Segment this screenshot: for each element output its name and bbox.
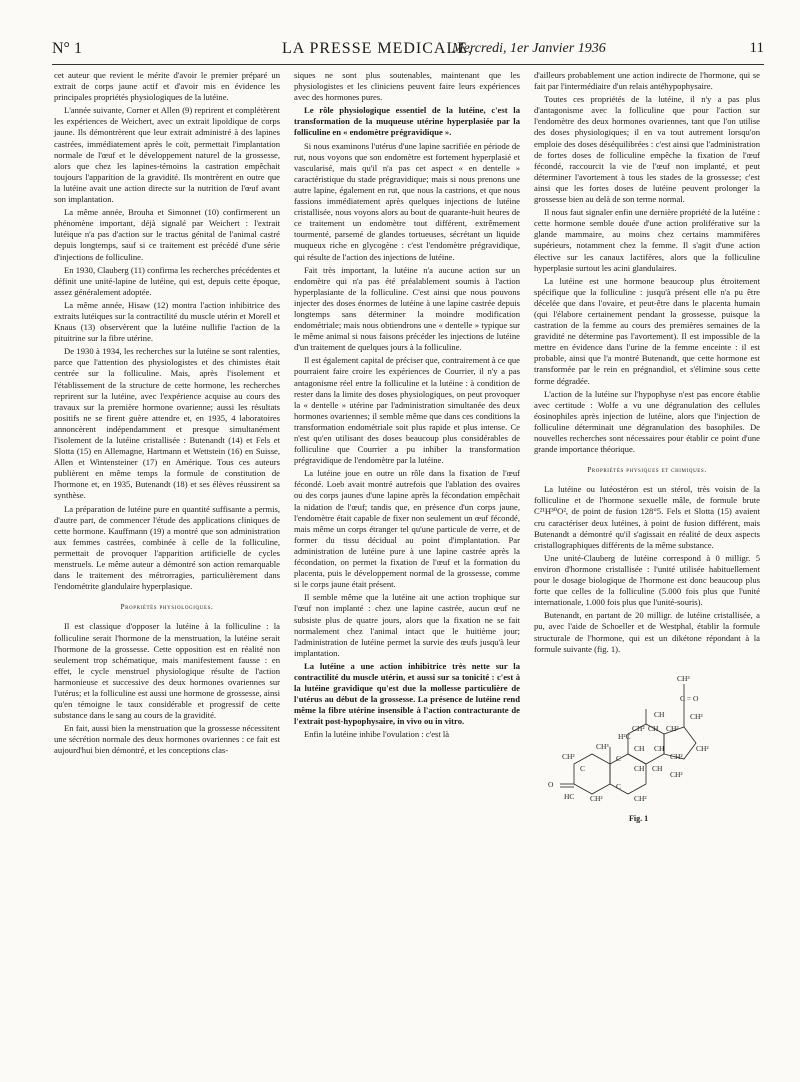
atom-label: C = O <box>680 693 699 703</box>
column-3 <box>534 70 760 829</box>
paragraph: La lutéine a une action inhibitrice très nette sur la contractilité du muscle utérin, et aussi sur sa tonicité : c'est à la lutéine gravidique qu'est due la mollesse particulière de l'utérus au début de la grossesse. La présence de lutéine rend même la fibre utérine insensible à l'action contracturante de l'extrait post-hypophysaire, in vivo ou in vitro. <box>294 660 520 727</box>
section-title-physiological: Propriétés physiologiques. <box>120 603 214 612</box>
atom-label: CH² <box>562 751 575 761</box>
atom-label: CH² <box>632 723 645 733</box>
issue-date: Mercredi, 1er Janvier 1936 <box>452 41 606 56</box>
paragraph: d'ailleurs probablement une action indirecte de l'hormone, qui se fait par l'intermédiaire d'un relais antéhypophysaire. <box>534 70 760 92</box>
column-3-body <box>534 70 760 455</box>
atom-label: CH <box>634 743 645 753</box>
atom-label: CH² <box>670 769 683 779</box>
atom-label: CH <box>654 709 665 719</box>
paragraph: L'action de la lutéine sur l'hypophyse n'est pas encore établie avec certitude : Wolfe a vu une dégranulation des cellules éosinophiles après injection de lutéine, alors que l'injection de folliculine déterminait une dégranulation des basophiles. De nouvelles recherches sont nécessaires pour établir ce point d'une grande importance théorique. <box>534 388 760 455</box>
paragraph: Toutes ces propriétés de la lutéine, il n'y a pas plus d'antagonisme avec la folliculine que pour l'action sur l'endomètre des deux hormones ovariennes, tant que l'on utilise des doses physiologiques; il en va tout autrement lorsqu'on emploie des doses déséquilibrées : c'est ainsi que l'administration de fortes doses de folliculine empêche la fixation de l'œuf fécondé, raccourcit la vie de l'œuf non implanté, et peut déterminer l'avortement à tous les stades de la grossesse; c'est ainsi que les fortes doses de lutéine peuvent prolonger la grossesse bien au delà de son terme normal. <box>534 94 760 205</box>
paragraph: Fait très important, la lutéine n'a aucune action sur un endomètre qui n'a pas été préalablement soumis à l'action hyperplasiante de la folliculine. C'est ainsi que nous pouvons injecter des doses énormes de lutéine à une lapine castrée depuis longtemps sans déterminer la moindre modification endométriale; mais nous obtiendrons une « dentelle » typique sur le même animal si nous faisons précéder les injections de lutéine d'un traitement de quelques jours à la folliculine. <box>294 264 520 353</box>
paragraph: Le rôle physiologique essentiel de la lutéine, c'est la transformation de la muqueuse utérine hyperplasiée par la folliculine en « endomètre prégravidique ». <box>294 105 520 138</box>
atom-label: CH³ <box>677 673 690 683</box>
issue-number: N° 1 <box>52 40 82 57</box>
atom-label: H²C <box>618 731 631 741</box>
paragraph: Il est classique d'opposer la lutéine à la folliculine : la folliculine serait l'hormone de la menstruation, la lutéine serait l'hormone de la grossesse. Cette opposition est en réalité non seulement trop schématique, mais manifestement fausse : en effet, le cycle menstruel physiologique résulte de l'action harmonieuse et successive des deux hormones ovariennes sur l'utérus; et la folliculine est aussi une hormone de grossesse, ainsi qu'en témoigne le taux considérable et progressif de cette substance dans le sang au cours de la gravidité. <box>54 621 280 721</box>
column-1-body-after <box>54 621 280 756</box>
paragraph: En fait, aussi bien la menstruation que la grossesse nécessitent une sécrétion normale des deux hormones ovariennes : ce fait est aujourd'hui bien démontré, et les conceptions clas- <box>54 723 280 756</box>
paragraph: La préparation de lutéine pure en quantité suffisante a permis, d'autre part, de commencer l'étude des applications cliniques de cette hormone. Kauffmann (19) a montré que son administration aux femmes castrées, combinée à celle de la folliculine, permettait de provoquer l'apparition artificielle de cycles menstruels. Le même auteur a démontré son action remarquable dans le traitement des métrorragies, particulièrement dans l'endométrite glandulaire hyperplasique. <box>54 503 280 592</box>
atom-label: HC <box>564 791 575 801</box>
atom-label: CH² <box>696 743 709 753</box>
paragraph: Butenandt, en partant de 20 milligr. de lutéine cristallisée, a pu, avec l'aide de Schoeller et de Westphal, établir la formule structurale de l'hormone, qui est un dikétone répondant à la formule suivante (fig. 1). <box>534 610 760 654</box>
paragraph: La lutéine joue en outre un rôle dans la fixation de l'œuf fécondé. Loeb avait montré autrefois que l'ablation des ovaires ou des corps jaunes d'une lapine après la fécondation empêchait la nidation de l'œuf; tandis que, en présence d'un corps jaune, l'endomètre était capable de fixer non seulement un œuf fécondé, mais même un corps étranger tel qu'une particule de verre, et de former du tissu décidual au point d'implantation. Par administration de lutéine pure à une lapine castrée après la fécondation, on permet la fixation de l'œuf et la formation du placenta, puis le développement normal de la grossesse, comme si le corps jaune était présent. <box>294 468 520 590</box>
atom-label: CH² <box>666 723 679 733</box>
paragraph: Une unité-Clauberg de lutéine correspond à 0 milligr. 5 environ d'hormone cristallisée : l'unité utilisée habituellement pour le dosage biologique de l'hormone est donc beaucoup plus forte que celles de la folliculine (5.000 fois plus que l'unité internationale, 1.000 fois plus que l'unité-souris). <box>534 552 760 608</box>
running-header <box>52 40 764 62</box>
journal-title: LA PRESSE MEDICALE, <box>282 40 474 57</box>
paragraph: La même année, Brouha et Simonnet (10) confirmerent un phénomène important, déjà signalé par Weichert : l'extrait lutéique n'a pas d'action sur le tractus génital de l'animal castré depuis longtemps, sauf si ce traitement est précédé d'une série d'injections de folliculine. <box>54 207 280 262</box>
paragraph: De 1930 à 1934, les recherches sur la lutéine se sont ralenties, parce que l'attention des physiologistes et des chimistes était centrée sur la folliculine. Mais, après l'isolement et l'établissement de la structure de cette hormone, les recherches reprirent sur la lutéine, avec l'expérience acquise au cours des travaux sur la première hormone ovarienne; aussi les résultats positifs ne se firent guère attendre et, en 1935, 4 laboratoires annoncèrent indépendamment et presque simultanément l'isolement de la lutéine cristallisée : Butenandt (14) et Fels et Slotta (15) en Allemagne, Hartmann et Wettstein (16) en Suisse, Allen et Wintensteiner (17) en Amérique. Tous ces auteurs publièrent en même temps la formule de constitution de l'hormone et, en 1935, Butenandt (18) et ses élèves réussirent sa synthèse. <box>54 346 280 501</box>
paragraph: Si nous examinons l'utérus d'une lapine sacrifiée en période de rut, nous voyons que son endomètre est fortement hyperplasié et vascularisé, mais qu'il n'a pas cet aspect « en dentelle » caractéristique du stade prégravidique; mais si nous prenons une autre lapine, également en rut, que nous la castrions, et que nous fassions immédiatement après quelques injections de lutéine cristallisée, nous voyons alors au bout de quarante-huit heures de ce traitement un endomètre tout différent, extrêmement tourmenté, parsemé de glandes tortueuses, sécrétant un liquide muqueux riche en glycogène : c'est l'endomètre prégravidique, qui résulte de l'action des injections de lutéine. <box>294 140 520 262</box>
paragraph: siques ne sont plus soutenables, maintenant que les physiologistes et les cliniciens peuvent faire leurs expériences avec des hormones pures. <box>294 70 520 103</box>
paragraph: Enfin la lutéine inhibe l'ovulation : c'est là <box>304 729 450 740</box>
atom-label: O <box>548 779 554 789</box>
column-2-body <box>294 70 520 741</box>
header-rule <box>52 64 764 65</box>
atom-label: CH <box>648 723 659 733</box>
column-2 <box>294 70 520 741</box>
structural-formula-figure <box>534 659 760 829</box>
atom-label: CH³ <box>596 741 609 751</box>
paragraph: Il nous faut signaler enfin une dernière propriété de la lutéine : cette hormone semble douée d'une action proliférative sur la glande mammaire, au moins chez certains mammifères supérieurs, notamment chez la femme. Il s'agit d'une action élective sur les canaux lactifères, alors que la folliculine hyperplasie surtout les acini glandulaires. <box>534 207 760 273</box>
figure-caption: Fig. 1 <box>629 813 649 823</box>
atom-label: CH² <box>670 751 683 761</box>
paragraph: Il semble même que la lutéine ait une action trophique sur l'œuf non implanté : chez une lapine castrée, aucun œuf ne subsiste plus de quatre jours, alors que la fixation ne se fait normalement chez l'animal intact que le huitième jour; l'administration de lutéine permet la survie des œufs jusqu'à leur implantation. <box>294 592 520 658</box>
atom-label: C <box>580 763 586 773</box>
atom-label: C <box>616 781 622 791</box>
paragraph: La lutéine est une hormone beaucoup plus étroitement spécifique que la folliculine : jusqu'à présent elle n'a pu être décelée que dans l'ovaire, et peut-être dans le placenta humain (qui l'élabore certainement pendant la grossesse, puisque la castration de la femme au cours des premières semaines de la gravidité ne détermine pas l'avortement). Il est impossible de la mettre en évidence dans l'urine de la femme enceinte : il est probable, ainsi que l'a montré Butenandt, que cette hormone est transformée par le rein en prégnandiol, et s'élimine sous cette forme dégradée. <box>534 275 760 386</box>
atom-label: CH <box>654 743 665 753</box>
structural-formula-diagram <box>534 659 760 819</box>
paragraph: La lutéine ou lutéostéron est un stérol, très voisin de la folliculine et de l'hormone sexuelle mâle, de formule brute C²¹H³⁰O², de point de fusion 128°5. Fels et Slotta (15) avaient cru caractériser deux lutéines, à point de fusion différent, mais Butenandt a démontré qu'il s'agissait en réalité de deux aspects cristallographiques différents de la même substance. <box>534 484 760 550</box>
paragraph: L'année suivante, Corner et Allen (9) reprirent et complétèrent les expériences de Weichert, avec un extrait lipoïdique de corps jaune. Ils démontrèrent que leur extrait administré à des lapines castrées, immédiatement après le coït, permettait l'implantation normale de l'œuf et le développement naturel de la grossesse, alors que chez les lapines-témoins la castration empêchait toujours l'apparition de la gravidité. Ils montrèrent en outre que la lutéine avait une action directe sur la nutrition de l'œuf avant son implantation. <box>54 105 280 205</box>
page-number: 11 <box>749 40 764 56</box>
paragraph: La même année, Hisaw (12) montra l'action inhibitrice des extraits lutéiques sur la contractilité du muscle utérin et Morell et Knaus (13) observèrent que la lutéine nullifie l'action de la pituitrine sur la fibre utérine. <box>54 299 280 344</box>
atom-label: CH² <box>634 793 647 803</box>
column-1-body <box>54 70 280 592</box>
atom-label: CH³ <box>690 711 703 721</box>
atom-label: CH² <box>590 793 603 803</box>
column-3-body-after <box>534 484 760 654</box>
paragraph: Il est également capital de préciser que, contrairement à ce que pourraient faire croire les expériences de Courrier, il n'y a pas antagonisme réel entre la folliculine et la lutéine : à condition de rester dans la limite des doses physiologiques, on peut provoquer la « dentelle » utérine par l'administration simultanée des deux hormones ovariennes; il semble même que dans ces conditions la transformation endométriale soit plus rapide et plus intense. Ce n'est qu'en utilisant des doses beaucoup plus considérables de folliculine que Courrier a pu inhiber la transformation prégravidique de l'endomètre par la lutéine. <box>294 355 520 466</box>
paragraph: En 1930, Clauberg (11) confirma les recherches précédentes et définit une unité-lapine de lutéine, qui est, depuis cette époque, assez généralement adoptée. <box>54 264 280 297</box>
column-1 <box>54 70 280 757</box>
atom-label: C <box>616 753 622 763</box>
paragraph: cet auteur que revient le mérite d'avoir le premier préparé un extrait de corps jaune actif et d'avoir mis en évidence les principales propriétés physiologiques de la lutéine. <box>54 70 280 103</box>
atom-label: CH <box>634 763 645 773</box>
ring-a <box>574 754 610 794</box>
section-title-chemical: Propriétés physiques et chimiques. <box>587 466 707 475</box>
atom-label: CH <box>652 763 663 773</box>
